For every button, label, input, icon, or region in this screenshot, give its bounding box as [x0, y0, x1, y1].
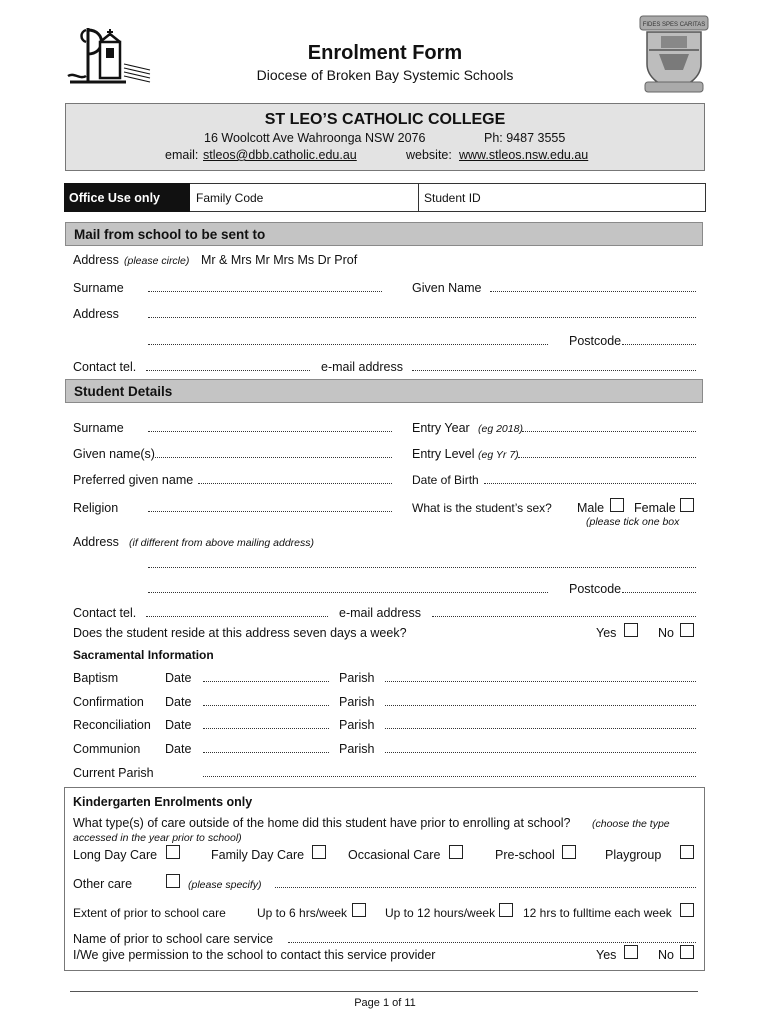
permission-label: I/We give permission to the school to contact this service provider [73, 948, 436, 962]
occasional-care-checkbox[interactable] [449, 845, 463, 859]
extent-fulltime-label: 12 hrs to fulltime each week [523, 906, 672, 920]
religion-label: Religion [73, 501, 119, 515]
permission-yes-checkbox[interactable] [624, 945, 638, 959]
student-surname-label: Surname [73, 421, 124, 435]
mail-address-label: Address [73, 253, 119, 267]
student-id-field[interactable]: Student ID [424, 191, 481, 205]
mail-email-input[interactable] [412, 370, 696, 371]
communion-date-input[interactable] [203, 752, 329, 753]
religion-input[interactable] [148, 511, 392, 512]
family-day-care-checkbox[interactable] [312, 845, 326, 859]
confirmation-parish-input[interactable] [385, 705, 696, 706]
confirmation-parish-label: Parish [339, 695, 375, 709]
mail-section-title: Mail from school to be sent to [74, 227, 266, 242]
reside-no-checkbox[interactable] [680, 623, 694, 637]
sex-question: What is the student’s sex? [412, 501, 552, 515]
mail-section-header [65, 222, 703, 246]
mail-address-input-2[interactable] [148, 344, 548, 345]
playgroup-checkbox[interactable] [680, 845, 694, 859]
reconciliation-date-input[interactable] [203, 728, 329, 729]
service-name-input[interactable] [288, 942, 696, 943]
current-parish-input[interactable] [203, 776, 696, 777]
extent-6hrs-checkbox[interactable] [352, 903, 366, 917]
student-postcode-label: Postcode [569, 582, 622, 596]
form-subtitle: Diocese of Broken Bay Systemic Schools [256, 67, 514, 83]
mail-given-name-input[interactable] [490, 291, 696, 292]
entry-level-label: Entry Level [412, 447, 475, 461]
office-use-label: Office Use only [69, 191, 160, 205]
mail-address-field-label: Address [73, 307, 119, 321]
kinder-heading: Kindergarten Enrolments only [73, 795, 253, 809]
communion-date-label: Date [165, 742, 192, 756]
entry-level-eg: (eg Yr 7) [478, 449, 519, 461]
male-label: Male [577, 501, 605, 515]
reconciliation-parish-label: Parish [339, 718, 375, 732]
school-website-link[interactable]: www.stleos.nsw.edu.au [459, 148, 589, 162]
mail-email-label: e-mail address [321, 360, 403, 374]
female-label: Female [634, 501, 676, 515]
reconciliation-date-label: Date [165, 718, 192, 732]
confirmation-label: Confirmation [73, 695, 144, 709]
reside-yes-label: Yes [596, 626, 617, 640]
extent-12hrs-label: Up to 12 hours/week [385, 906, 496, 920]
kinder-question-note: (choose the type [592, 818, 670, 830]
mail-postcode-input[interactable] [622, 344, 696, 345]
student-address-input-1[interactable] [148, 567, 696, 568]
school-website-label: website: [406, 148, 452, 162]
mail-address-input-1[interactable] [148, 317, 696, 318]
student-address-input-2[interactable] [148, 592, 548, 593]
student-section-title: Student Details [74, 384, 173, 399]
extent-12hrs-checkbox[interactable] [499, 903, 513, 917]
permission-no-checkbox[interactable] [680, 945, 694, 959]
school-address: 16 Woolcott Ave Wahroonga NSW 2076 [204, 131, 426, 145]
long-day-care-checkbox[interactable] [166, 845, 180, 859]
entry-year-eg: (eg 2018) [478, 423, 523, 435]
permission-no-label: No [658, 948, 674, 962]
reconciliation-parish-input[interactable] [385, 728, 696, 729]
other-care-input[interactable] [275, 887, 696, 888]
reside-no-label: No [658, 626, 674, 640]
tick-one-note: (please tick one box [586, 516, 680, 528]
baptism-parish-input[interactable] [385, 681, 696, 682]
pre-school-checkbox[interactable] [562, 845, 576, 859]
mail-given-name-label: Given Name [412, 281, 482, 295]
reside-question: Does the student reside at this address seven days a week? [73, 626, 407, 640]
confirmation-date-label: Date [165, 695, 192, 709]
permission-yes-label: Yes [596, 948, 617, 962]
footer-divider [70, 991, 698, 992]
preferred-name-input[interactable] [198, 483, 392, 484]
student-email-input[interactable] [432, 616, 696, 617]
school-phone: Ph: 9487 3555 [484, 131, 566, 145]
student-surname-input[interactable] [148, 431, 392, 432]
student-address-label: Address [73, 535, 119, 549]
entry-year-input[interactable] [522, 431, 696, 432]
pre-school-label: Pre-school [495, 848, 555, 862]
baptism-date-input[interactable] [203, 681, 329, 682]
page-number: Page 1 of 11 [354, 997, 416, 1009]
other-care-checkbox[interactable] [166, 874, 180, 888]
mail-titles[interactable]: Mr & Mrs Mr Mrs Ms Dr Prof [201, 253, 358, 267]
baptism-date-label: Date [165, 671, 192, 685]
preferred-name-label: Preferred given name [73, 473, 194, 487]
given-names-input[interactable] [155, 457, 392, 458]
crest-motto-top: FIDES SPES CARITAS [642, 22, 706, 28]
male-checkbox[interactable] [610, 498, 624, 512]
form-title: Enrolment Form [307, 42, 463, 64]
baptism-label: Baptism [73, 671, 119, 685]
communion-parish-label: Parish [339, 742, 375, 756]
long-day-care-label: Long Day Care [73, 848, 158, 862]
playgroup-label: Playgroup [605, 848, 662, 862]
dob-input[interactable] [484, 483, 696, 484]
baptism-parish-label: Parish [339, 671, 375, 685]
entry-level-input[interactable] [518, 457, 696, 458]
family-day-care-label: Family Day Care [211, 848, 305, 862]
school-email-link[interactable]: stleos@dbb.catholic.edu.au [203, 148, 357, 162]
given-names-label: Given name(s) [73, 447, 155, 461]
female-checkbox[interactable] [680, 498, 694, 512]
reside-yes-checkbox[interactable] [624, 623, 638, 637]
mail-postcode-label: Postcode [569, 334, 622, 348]
school-name: ST LEO’S CATHOLIC COLLEGE [264, 111, 506, 128]
confirmation-date-input[interactable] [203, 705, 329, 706]
reconciliation-label: Reconciliation [73, 718, 151, 732]
mail-surname-input[interactable] [148, 291, 382, 292]
student-address-note: (if different from above mailing address) [129, 537, 314, 549]
extent-6hrs-label: Up to 6 hrs/week [257, 906, 348, 920]
mail-surname-label: Surname [73, 281, 124, 295]
student-email-label: e-mail address [339, 606, 421, 620]
student-contact-input[interactable] [146, 616, 328, 617]
mail-contact-label: Contact tel. [73, 360, 137, 374]
communion-label: Communion [73, 742, 141, 756]
student-postcode-input[interactable] [622, 592, 696, 593]
dob-label: Date of Birth [412, 473, 479, 487]
kinder-question-note2: accessed in the year prior to school) [73, 832, 242, 844]
school-crest [637, 14, 711, 94]
communion-parish-input[interactable] [385, 752, 696, 753]
student-contact-label: Contact tel. [73, 606, 137, 620]
service-name-label: Name of prior to school care service [73, 932, 274, 946]
extent-fulltime-checkbox[interactable] [680, 903, 694, 917]
sacrament-heading: Sacramental Information [73, 648, 214, 662]
please-specify-note: (please specify) [188, 879, 262, 891]
occasional-care-label: Occasional Care [348, 848, 441, 862]
mail-please-circle: (please circle) [124, 255, 190, 267]
kinder-question: What type(s) of care outside of the home did this student have prior to enrolling at school? [73, 816, 571, 830]
school-email-label: email: [165, 148, 199, 162]
entry-year-label: Entry Year [412, 421, 470, 435]
mail-contact-input[interactable] [146, 370, 310, 371]
current-parish-label: Current Parish [73, 766, 154, 780]
student-section-header [65, 379, 703, 403]
extent-label: Extent of prior to school care [73, 906, 226, 920]
other-care-label: Other care [73, 877, 133, 891]
family-code-field[interactable]: Family Code [196, 191, 264, 205]
